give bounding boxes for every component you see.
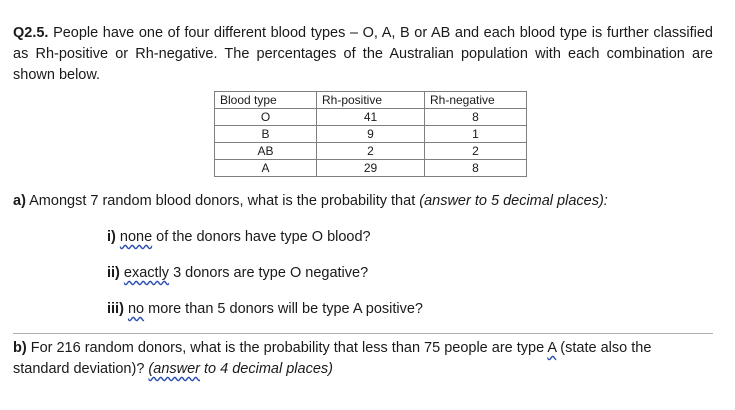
question-intro [13, 23, 713, 86]
part-b-text-after: (state also the standard deviation)? [13, 340, 652, 377]
cell-rh-positive: 2 [317, 143, 425, 160]
cell-type: A [215, 160, 317, 177]
sub-question-text: more than 5 donors will be type A positive? [144, 301, 423, 317]
cell-type: AB [215, 143, 317, 160]
cell-rh-positive: 41 [317, 109, 425, 126]
cell-rh-negative: 8 [425, 109, 527, 126]
part-b-type-letter: A [547, 340, 557, 356]
table-row [215, 109, 527, 126]
part-b-label: b) [13, 340, 27, 356]
table-row [215, 126, 527, 143]
table-row [215, 160, 527, 177]
part-a-label: a) [13, 193, 26, 209]
sub-question-label: i) [107, 229, 116, 245]
header-blood-type: Blood type [215, 92, 317, 109]
sub-question-text: of the donors have type O blood? [152, 229, 371, 245]
part-b-question [13, 338, 703, 380]
header-rh-negative: Rh-negative [425, 92, 527, 109]
part-a-question [13, 191, 608, 211]
cell-rh-negative: 8 [425, 160, 527, 177]
cell-rh-positive: 29 [317, 160, 425, 177]
table-row [215, 143, 527, 160]
sub-question-label: iii) [107, 301, 124, 317]
cell-rh-negative: 1 [425, 126, 527, 143]
part-b-note-rest: to 4 decimal places) [200, 361, 333, 377]
sub-question-text: 3 donors are type O negative? [169, 265, 369, 281]
sub-question-iii [107, 299, 423, 319]
part-a-note: (answer to 5 decimal places): [419, 193, 608, 209]
cell-type: B [215, 126, 317, 143]
blood-type-table [214, 91, 527, 177]
cell-rh-negative: 2 [425, 143, 527, 160]
intro-text: People have one of four different blood types – O, A, B or AB and each blood type is further classified as Rh-positive or Rh-negative. The percentages of the Australian population with each combination are shown below. [13, 25, 713, 83]
underlined-word: none [119, 229, 153, 245]
sub-question-i [107, 227, 371, 247]
part-a-text: Amongst 7 random blood donors, what is the probability that [25, 193, 420, 209]
underlined-word: exactly [123, 265, 170, 281]
section-divider [13, 333, 713, 334]
question-number: Q2.5. [13, 25, 49, 41]
part-b-text-before: For 216 random donors, what is the probability that less than 75 people are type [26, 340, 548, 356]
cell-type: O [215, 109, 317, 126]
sub-question-ii [107, 263, 368, 283]
cell-rh-positive: 9 [317, 126, 425, 143]
sub-question-label: ii) [107, 265, 120, 281]
underlined-word: no [127, 301, 145, 317]
table-header-row [215, 92, 527, 109]
part-b-note-wavy: (answer [148, 361, 200, 377]
header-rh-positive: Rh-positive [317, 92, 425, 109]
